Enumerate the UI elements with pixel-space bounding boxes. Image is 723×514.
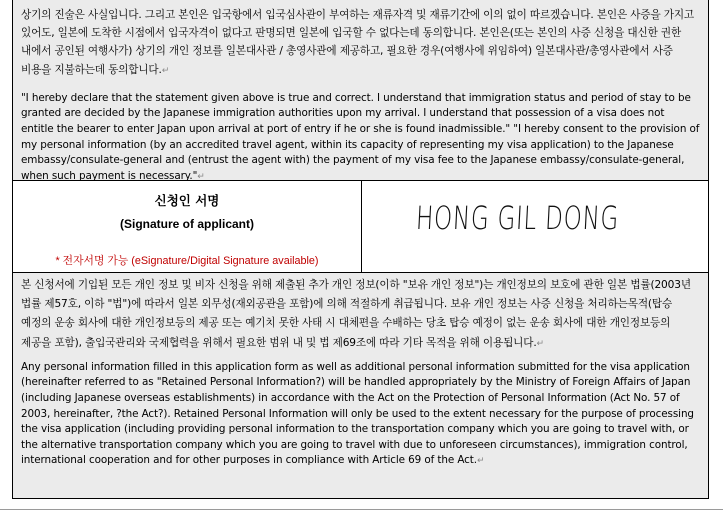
signature-title-english: (Signature of applicant) xyxy=(119,217,254,231)
paragraph-mark-icon: ↵ xyxy=(161,65,170,76)
page-divider xyxy=(0,509,723,510)
signature-title-korean: 신청인 서명 xyxy=(154,193,220,208)
paragraph-mark-icon: ↵ xyxy=(476,456,485,467)
privacy-english: Any personal information filled in this application form as well as additional personal information submitted for the visa application (hereinafter referred to as "Retained Personal Information?) will be handled appropriately by the Ministry of Foreign Affairs of Japan (including Japanese overseas establishments) in accordance with the Act on the Protection of Personal Information (Act No. 57 of 2003, hereinafter, ?the Act?). Retained Personal Information will only be used to the extent necessary for the purpose of processing the visa application (including providing personal information to the transportation company which you are going to travel with, or the alternative transportation company which you are going to travel with due to unforeseen circumstances), immigration control, international cooperation and for other purposes in compliance with Article 69 of the Act.↵ xyxy=(21,360,694,467)
signature-field[interactable] xyxy=(362,181,708,272)
signature-label-cell xyxy=(13,181,362,272)
form-frame xyxy=(12,0,709,499)
signature-row xyxy=(13,181,708,273)
paragraph-mark-icon: ↵ xyxy=(197,171,205,181)
applicant-signature: HONG GIL DONG xyxy=(415,199,621,237)
declaration-section xyxy=(13,0,708,181)
privacy-korean: 본 신청서에 기입된 모든 개인 정보 및 비자 신청을 위해 제출된 추가 개인 정보(이하 "보유 개인 정보")는 개인정보의 보호에 관한 일본 법률(2003년 법률 제57호, 이하 "법")에 따라서 일본 외무성(재외공관을 포함)에 의해 적절하게 취급됩니다. 보유 개인 정보는 사증 신청을 처리하는목적(탑승 예정의 운송 회사에 대한 개인정보등의 제공 또는 예기치 못한 사태 시 대체편을 수배하는 당초 탑승 예정이 없는 운송 회사에 대한 개인정보등의 제공을 포함), 출입국관리와 국제협력을 위해서 필요한 범위 내 및 법 제69조에 따라 기타 목적을 위해 이용됩니다.↵ xyxy=(21,279,691,349)
declaration-english: "I hereby declare that the statement given above is true and correct. I understand that immigration status and period of stay to be granted are decided by the Japanese immigration authorities upon my arrival. I understand that possession of a visa does not entitle the bearer to enter Japan upon arrival at port of entry if he or she is found inadmissible." "I hereby consent to the provision of my personal information (by an accredited travel agent, within its capacity of representing my visa application) to the Japanese embassy/consulate-general and (entrust the agent with) the payment of my visa fee to the Japanese embassy/consulate-general, when such payment is necessary."↵ xyxy=(21,91,700,181)
declaration-korean: 상기의 진술은 사실입니다. 그리고 본인은 입국항에서 입국심사관이 부여하는 재류자격 및 재류기간에 이의 없이 따르겠습니다. 본인은 사증을 가지고 있어도, 일본에 도착한 시점에서 입국자격이 없다고 판명되면 일본에 입국할 수 없다는데 동의합니다. 본인은(또는 본인의 사증 신청을 대신한 권한 내에서 공인된 여행사가) 상기의 개인 정보를 일본대사관 / 총영사관에 제공하고, 필요한 경우(여행사에 위임하여) 일본대사관/총영사관에서 사증 비용을 지불하는데 동의합니다.↵ xyxy=(21,9,695,76)
esignature-note: * 전자서명 가능 (eSignature/Digital Signature available) xyxy=(55,255,319,267)
privacy-section xyxy=(13,273,708,498)
paragraph-mark-icon: ↵ xyxy=(536,338,544,349)
